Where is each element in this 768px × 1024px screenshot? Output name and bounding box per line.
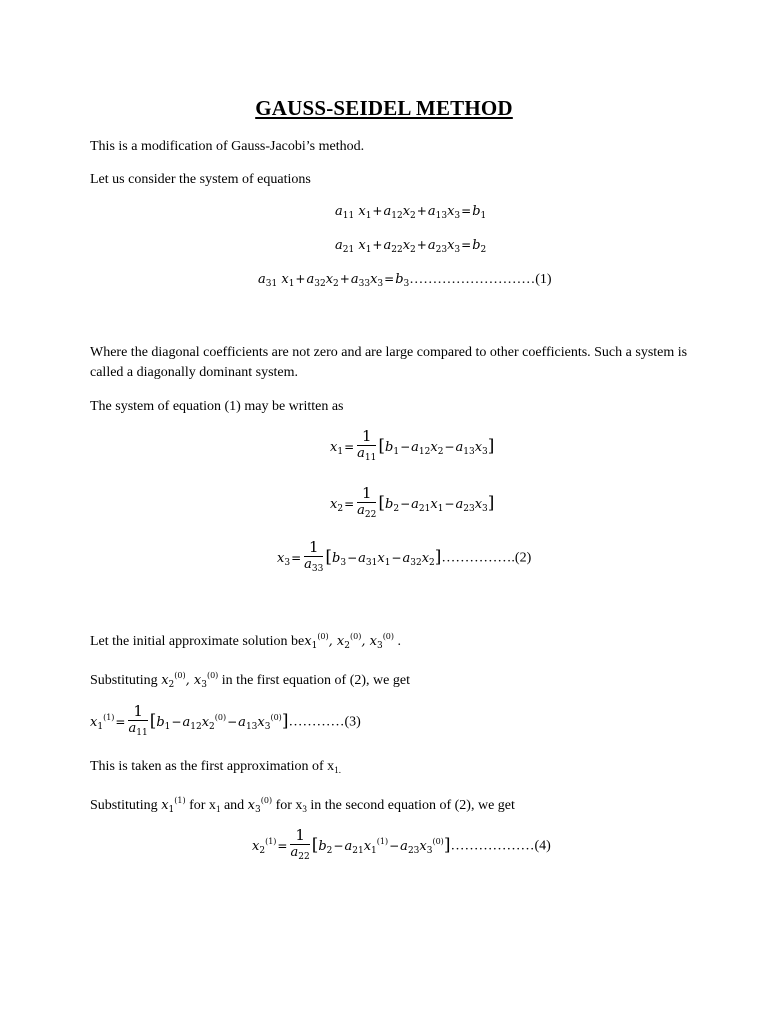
equation-4: $x_2^{(1)}=$ $\frac{1}{a_{22}}$ $[b_2-a_{21}x_1^{(1)}-a_{23}x_3^{(0)}]\dots\dots\dots\dots\dots\dots(4)$ <box>252 826 551 862</box>
initial-approx-paragraph: Let the initial approximate solution bex$_1^{(0)}$, $x_2^{(0)}$, $x_3^{(0)}$ . <box>90 632 402 651</box>
page-title: GAUSS-SEIDEL METHOD <box>255 96 513 120</box>
equation-2-label: …………….(2) <box>441 550 532 566</box>
rewritten-paragraph: The system of equation (1) may be written as <box>90 399 344 414</box>
substituting-paragraph-1: Substituting $x_2^{(0)}$, $x_3^{(0)}$ in the first equation of (2), we get <box>90 671 410 690</box>
diagonal-paragraph: Where the diagonal coefficients are not zero and are large compared to other coefficients. Such a system is called a diagonally dominant system. <box>90 345 688 380</box>
equation-3: $x_1^{(1)}=$ $\frac{1}{a_{11}}$ $[b_1-a_{12}x_2^{(0)}-a_{13}x_3^{(0)}]\dots\dots\dots\dots(3)$ <box>90 702 361 738</box>
equation-4-label: ………………(4) <box>450 838 551 854</box>
x2-equation: $x_2=$ $\frac{1}{a_{22}}$ $[b_2-a_{21}x_1-a_{23}x_3]$ <box>330 484 495 520</box>
x1-equation: $x_1=$ $\frac{1}{a_{11}}$ $[b_1-a_{12}x_2-a_{13}x_3]$ <box>330 427 495 463</box>
equation-row-2: $a_{21}$ $x_1+a_{22}x_2+a_{23}x_3=b_2$ <box>335 238 487 255</box>
x3-equation: $x_3=$ $\frac{1}{a_{33}}$ $[b_3-a_{31}x_1-a_{32}x_2]\dots\dots\dots\dots\dots.(2)$ <box>277 538 532 574</box>
equation-row-1: $a_{11}$ $x_1+a_{12}x_2+a_{13}x_3=b_1$ <box>335 204 487 221</box>
substituting-paragraph-2: Substituting $x_1^{(1)}$ for $x_1$ and $x_3^{(0)}$ for $x_3$ in the second equation of (2), we get <box>90 796 515 815</box>
first-approx-paragraph: This is taken as the first approximation of $x_{1.}$ <box>90 759 341 775</box>
intro-paragraph: This is a modification of Gauss-Jacobi’s method. <box>90 139 365 154</box>
equation-1-label: ………………………(1) <box>409 272 552 287</box>
system-intro-paragraph: Let us consider the system of equations <box>90 172 311 187</box>
equation-3-label: …………(3) <box>288 714 361 730</box>
equation-row-3: $a_{31}$ $x_1+a_{32}x_2+a_{33}x_3=b_3\dots\dots\dots\dots\dots\dots\dots\dots\dots(1)$ <box>258 272 552 289</box>
